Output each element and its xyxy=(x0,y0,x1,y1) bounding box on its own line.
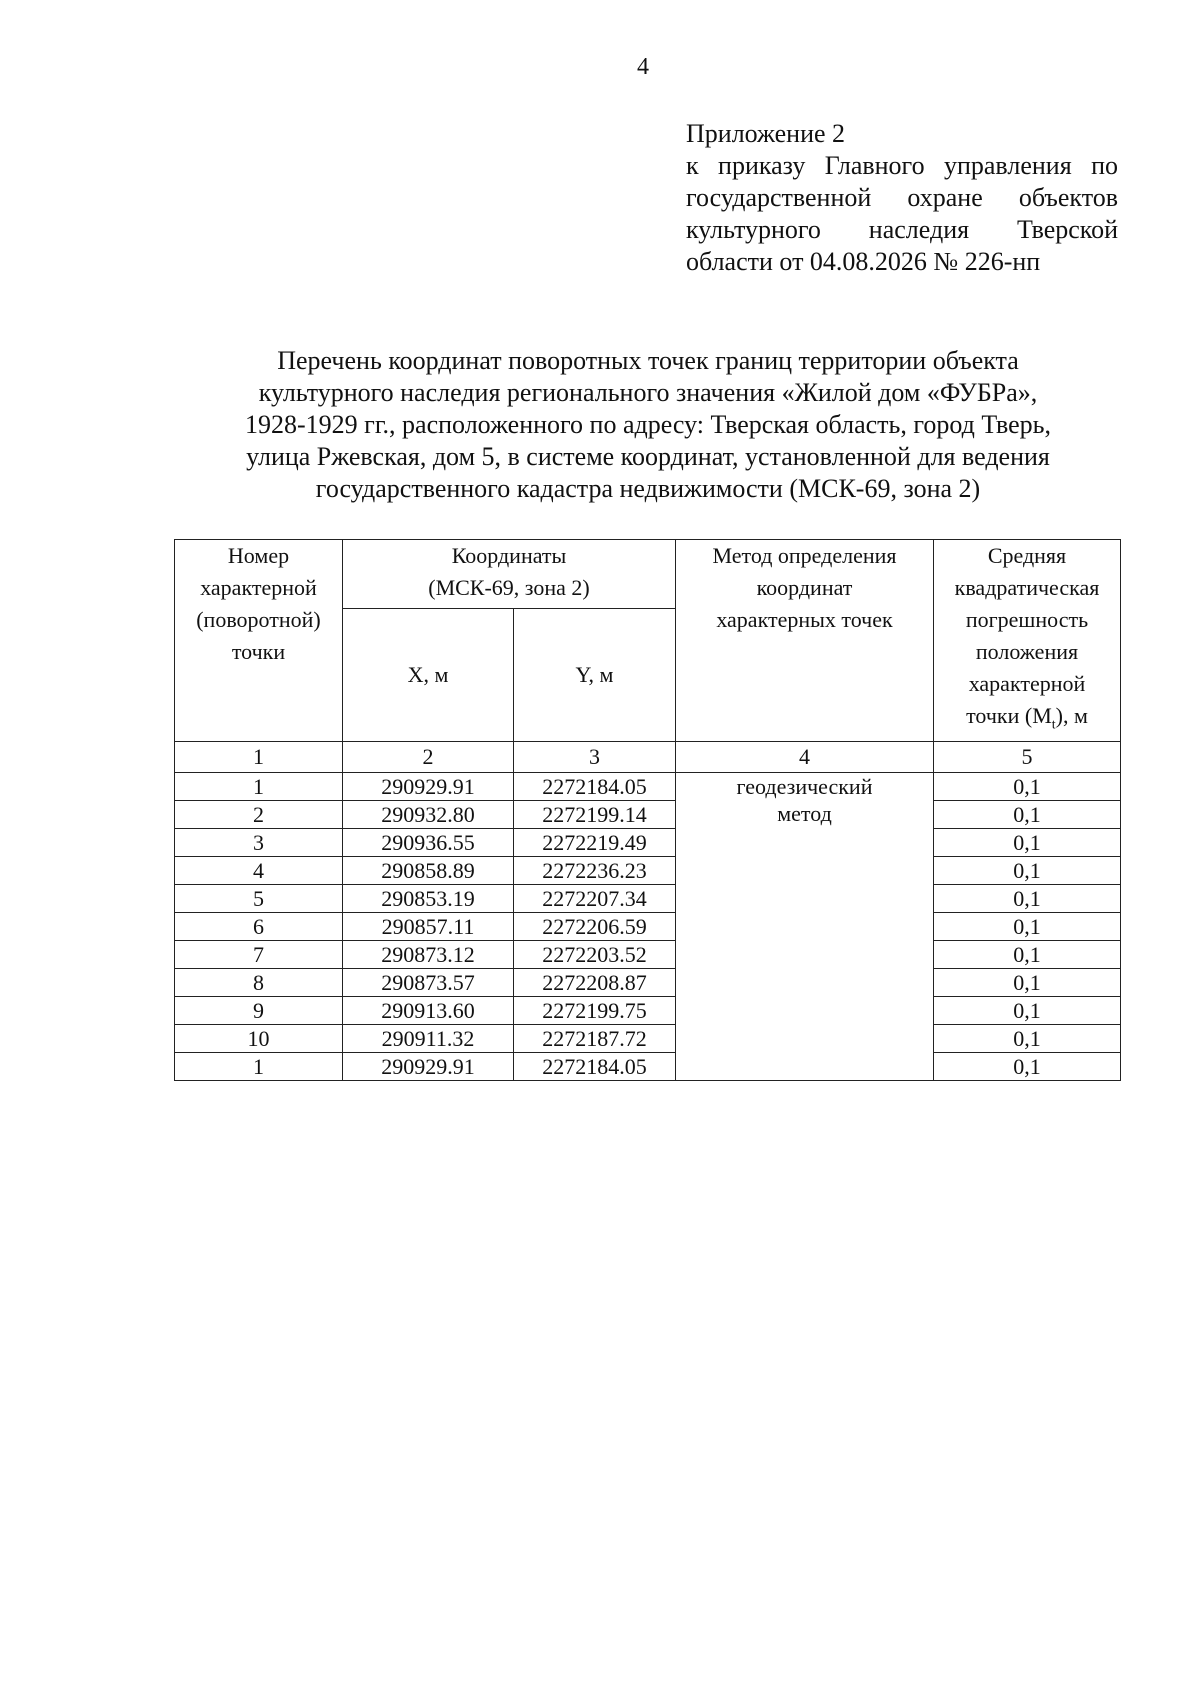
title-line: государственного кадастра недвижимости (МСК-69, зона 2) xyxy=(315,474,981,503)
error-value: 0,1 xyxy=(934,941,1121,969)
column-number: 3 xyxy=(514,742,676,773)
error-value: 0,1 xyxy=(934,857,1121,885)
y-value: 2272219.49 xyxy=(514,829,676,857)
column-number: 4 xyxy=(676,742,934,773)
x-value: 290929.91 xyxy=(343,773,514,801)
point-number: 2 xyxy=(175,801,343,829)
x-value: 290936.55 xyxy=(343,829,514,857)
x-value: 290873.12 xyxy=(343,941,514,969)
appendix-header xyxy=(686,118,1118,278)
table-row xyxy=(175,885,1121,913)
title-line: 1928-1929 гг., расположенного по адресу: Тверская область, город Тверь, xyxy=(245,410,1051,439)
table-row xyxy=(175,1025,1121,1053)
x-value: 290913.60 xyxy=(343,997,514,1025)
error-value: 0,1 xyxy=(934,801,1121,829)
x-value: 290858.89 xyxy=(343,857,514,885)
title-line: улица Ржевская, дом 5, в системе координат, установленной для ведения xyxy=(246,442,1050,471)
appendix-line: культурного наследия Тверской xyxy=(686,215,1118,244)
point-number: 9 xyxy=(175,997,343,1025)
point-number: 7 xyxy=(175,941,343,969)
column-number: 5 xyxy=(934,742,1121,773)
x-value: 290857.11 xyxy=(343,913,514,941)
point-number: 10 xyxy=(175,1025,343,1053)
appendix-line: Приложение 2 xyxy=(686,119,846,148)
point-number: 4 xyxy=(175,857,343,885)
y-value: 2272206.59 xyxy=(514,913,676,941)
x-value: 290911.32 xyxy=(343,1025,514,1053)
header-method: Метод определения координат характерных точек xyxy=(676,540,934,742)
table-row xyxy=(175,1053,1121,1081)
x-value: 290853.19 xyxy=(343,885,514,913)
error-value: 0,1 xyxy=(934,1025,1121,1053)
point-number: 1 xyxy=(175,773,343,801)
table-row xyxy=(175,913,1121,941)
error-value: 0,1 xyxy=(934,885,1121,913)
table-row xyxy=(175,969,1121,997)
page-number: 4 xyxy=(637,54,649,80)
y-value: 2272207.34 xyxy=(514,885,676,913)
y-value: 2272184.05 xyxy=(514,1053,676,1081)
point-number: 6 xyxy=(175,913,343,941)
header-point-number: Номер характерной (поворотной) точки xyxy=(175,540,343,742)
coordinates-table xyxy=(174,539,1121,1081)
header-coordinates: Координаты (МСК-69, зона 2) xyxy=(343,540,676,609)
document-title xyxy=(180,345,1116,505)
table-row xyxy=(175,829,1121,857)
header-y: Y, м xyxy=(514,609,676,742)
error-value: 0,1 xyxy=(934,773,1121,801)
x-value: 290873.57 xyxy=(343,969,514,997)
y-value: 2272199.14 xyxy=(514,801,676,829)
error-value: 0,1 xyxy=(934,829,1121,857)
table-row xyxy=(175,857,1121,885)
method-value: геодезический метод xyxy=(676,773,934,1081)
column-number: 2 xyxy=(343,742,514,773)
y-value: 2272187.72 xyxy=(514,1025,676,1053)
header-error: Средняя квадратическая погрешность положения характерной точки $(M_t)$, м xyxy=(934,540,1121,742)
title-line: культурного наследия регионального значения «Жилой дом «ФУБРа», xyxy=(258,378,1038,407)
appendix-line: области от 04.08.2026 № 226-нп xyxy=(686,247,1041,276)
error-value: 0,1 xyxy=(934,1053,1121,1081)
y-value: 2272208.87 xyxy=(514,969,676,997)
error-value: 0,1 xyxy=(934,969,1121,997)
point-number: 5 xyxy=(175,885,343,913)
y-value: 2272199.75 xyxy=(514,997,676,1025)
point-number: 1 xyxy=(175,1053,343,1081)
appendix-line: государственной охране объектов xyxy=(686,183,1118,212)
point-number: 3 xyxy=(175,829,343,857)
header-x: X, м xyxy=(343,609,514,742)
x-value: 290929.91 xyxy=(343,1053,514,1081)
y-value: 2272184.05 xyxy=(514,773,676,801)
title-line: Перечень координат поворотных точек границ территории объекта xyxy=(277,346,1019,375)
appendix-line: к приказу Главного управления по xyxy=(686,151,1118,180)
x-value: 290932.80 xyxy=(343,801,514,829)
column-number: 1 xyxy=(175,742,343,773)
table-row xyxy=(175,773,1121,801)
table-row xyxy=(175,801,1121,829)
y-value: 2272203.52 xyxy=(514,941,676,969)
error-value: 0,1 xyxy=(934,913,1121,941)
point-number: 8 xyxy=(175,969,343,997)
table-row xyxy=(175,997,1121,1025)
y-value: 2272236.23 xyxy=(514,857,676,885)
error-value: 0,1 xyxy=(934,997,1121,1025)
table-row xyxy=(175,941,1121,969)
